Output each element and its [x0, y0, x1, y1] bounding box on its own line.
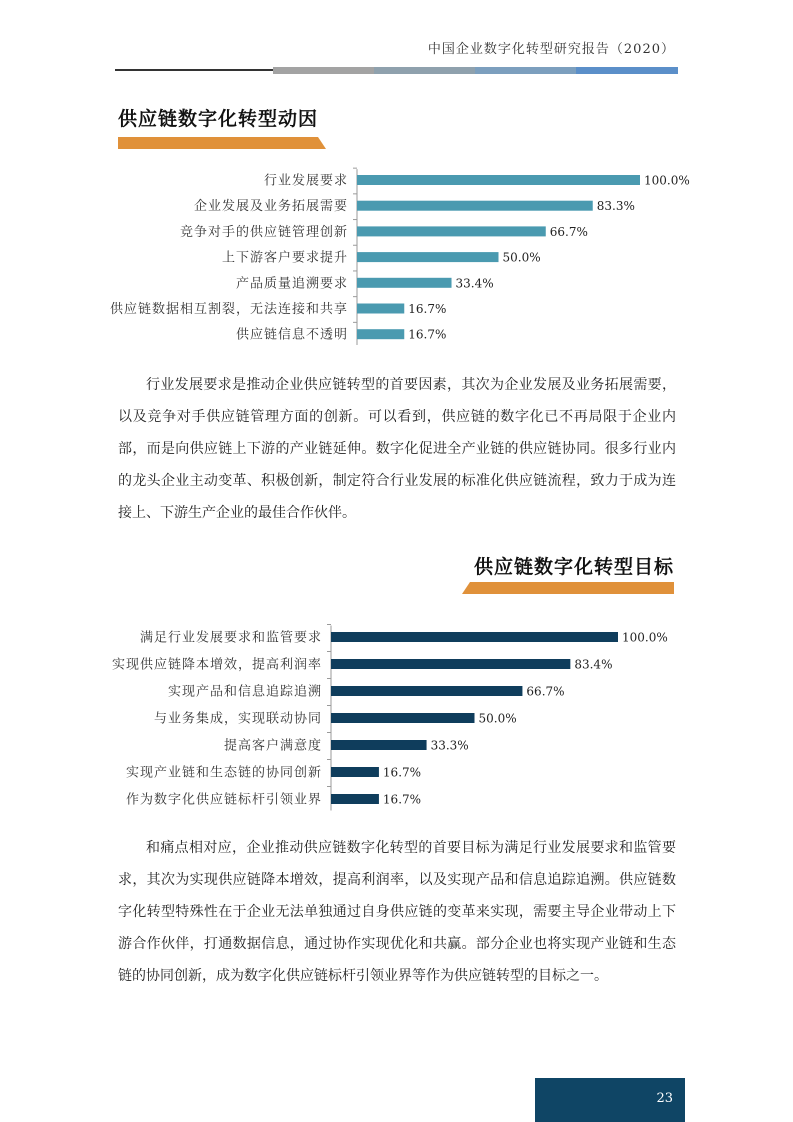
goals-category-label: 提高客户满意度 — [223, 738, 322, 754]
drivers-category-label: 行业发展要求 — [263, 173, 348, 189]
goals-chart-svg — [0, 623, 793, 813]
goals-value-label: 16.7% — [382, 792, 422, 807]
goals-bar — [331, 767, 379, 777]
drivers-category-label: 供应链数据相互割裂，无法连接和共享 — [109, 302, 348, 317]
goals-category-label: 实现产品和信息追踪追溯 — [167, 684, 322, 700]
goals-category-label: 满足行业发展要求和监管要求 — [139, 630, 322, 646]
drivers-bar — [357, 201, 593, 211]
drivers-bar — [357, 278, 452, 288]
goals-value-label: 100.0% — [622, 630, 668, 645]
drivers-bar — [357, 175, 640, 185]
drivers-bar — [357, 304, 404, 314]
page-number: 23 — [656, 1091, 673, 1106]
goals-bar — [331, 632, 618, 642]
drivers-value-label: 16.7% — [408, 302, 447, 316]
drivers-category-label: 上下游客户要求提升 — [221, 250, 348, 266]
drivers-chart-svg — [0, 167, 793, 349]
goals-category-label: 实现产业链和生态链的协同创新 — [125, 765, 322, 781]
goals-value-label: 50.0% — [478, 711, 517, 726]
section2-title: 供应链数字化转型目标 — [473, 556, 674, 578]
drivers-bar — [357, 226, 546, 236]
section1-title: 供应链数字化转型动因 — [118, 108, 319, 130]
drivers-value-label: 66.7% — [549, 224, 588, 239]
goals-category-label: 与业务集成，实现联动协同 — [153, 711, 322, 727]
drivers-bar — [357, 329, 404, 339]
goals-value-label: 66.7% — [526, 684, 565, 699]
header-bar-segment-4 — [576, 67, 678, 74]
drivers-value-label: 83.3% — [596, 199, 635, 214]
paragraph-2: 和痛点相对应，企业推动供应链数字化转型的首要目标为满足行业发展要求和监管要求，其次为实现供应链降本增效，提高利润率，以及实现产品和信息追踪追溯。供应链数字化转型特殊性在于企业无法单独通过自身供应链的变革来实现，需要主导企业带动上下游合作伙伴，打通数据信息，通过协作实现优化和共赢。部分企业也将实现产业链和生态链的协同创新，成为数字化供应链标杆引领业界等作为供应链转型的目标之一。 — [118, 840, 676, 984]
drivers-category-label: 竞争对手的供应链管理创新 — [179, 224, 348, 240]
paragraph-1: 行业发展要求是推动企业供应链转型的首要因素，其次为企业发展及业务拓展需要，以及竞争对手供应链管理方面的创新。可以看到，供应链的数字化已不再局限于企业内部，而是向供应链上下游的产业链延伸。数字化促进全产业链的供应链协同。很多行业内的龙头企业主动变革、积极创新，制定符合行业发展的标准化供应链流程，致力于成为连接上、下游生产企业的最佳合作伙伴。 — [118, 377, 676, 521]
report-title: 中国企业数字化转型研究报告（2020） — [427, 42, 675, 57]
header-bar-segment-3 — [475, 67, 576, 74]
goals-value-label: 16.7% — [382, 765, 422, 780]
drivers-value-label: 33.4% — [455, 276, 494, 291]
section2-ribbon — [462, 582, 674, 594]
drivers-category-label: 企业发展及业务拓展需要 — [193, 199, 348, 215]
section1-ribbon — [118, 137, 326, 149]
goals-value-label: 33.3% — [430, 738, 469, 753]
drivers-value-label: 16.7% — [408, 327, 447, 342]
drivers-category-label: 供应链信息不透明 — [235, 327, 348, 343]
page-number-box — [535, 1078, 685, 1122]
goals-bar — [331, 659, 570, 669]
goals-value-label: 83.4% — [574, 657, 613, 672]
drivers-value-label: 50.0% — [502, 250, 541, 265]
goals-chart — [0, 623, 793, 813]
goals-bar — [331, 794, 379, 804]
drivers-value-label: 100.0% — [644, 173, 690, 188]
goals-category-label: 作为数字化供应链标杆引领业界 — [125, 792, 322, 808]
header-bar-segment-2 — [374, 67, 475, 74]
goals-bar — [331, 686, 522, 696]
goals-bar — [331, 713, 475, 723]
header-bar-segment-1 — [273, 67, 374, 74]
header-rule — [115, 69, 273, 71]
goals-category-label: 实现供应链降本增效，提高利润率 — [111, 657, 322, 673]
drivers-bar — [357, 252, 499, 262]
drivers-chart — [0, 167, 793, 349]
drivers-category-label: 产品质量追溯要求 — [235, 276, 348, 292]
goals-bar — [331, 740, 427, 750]
